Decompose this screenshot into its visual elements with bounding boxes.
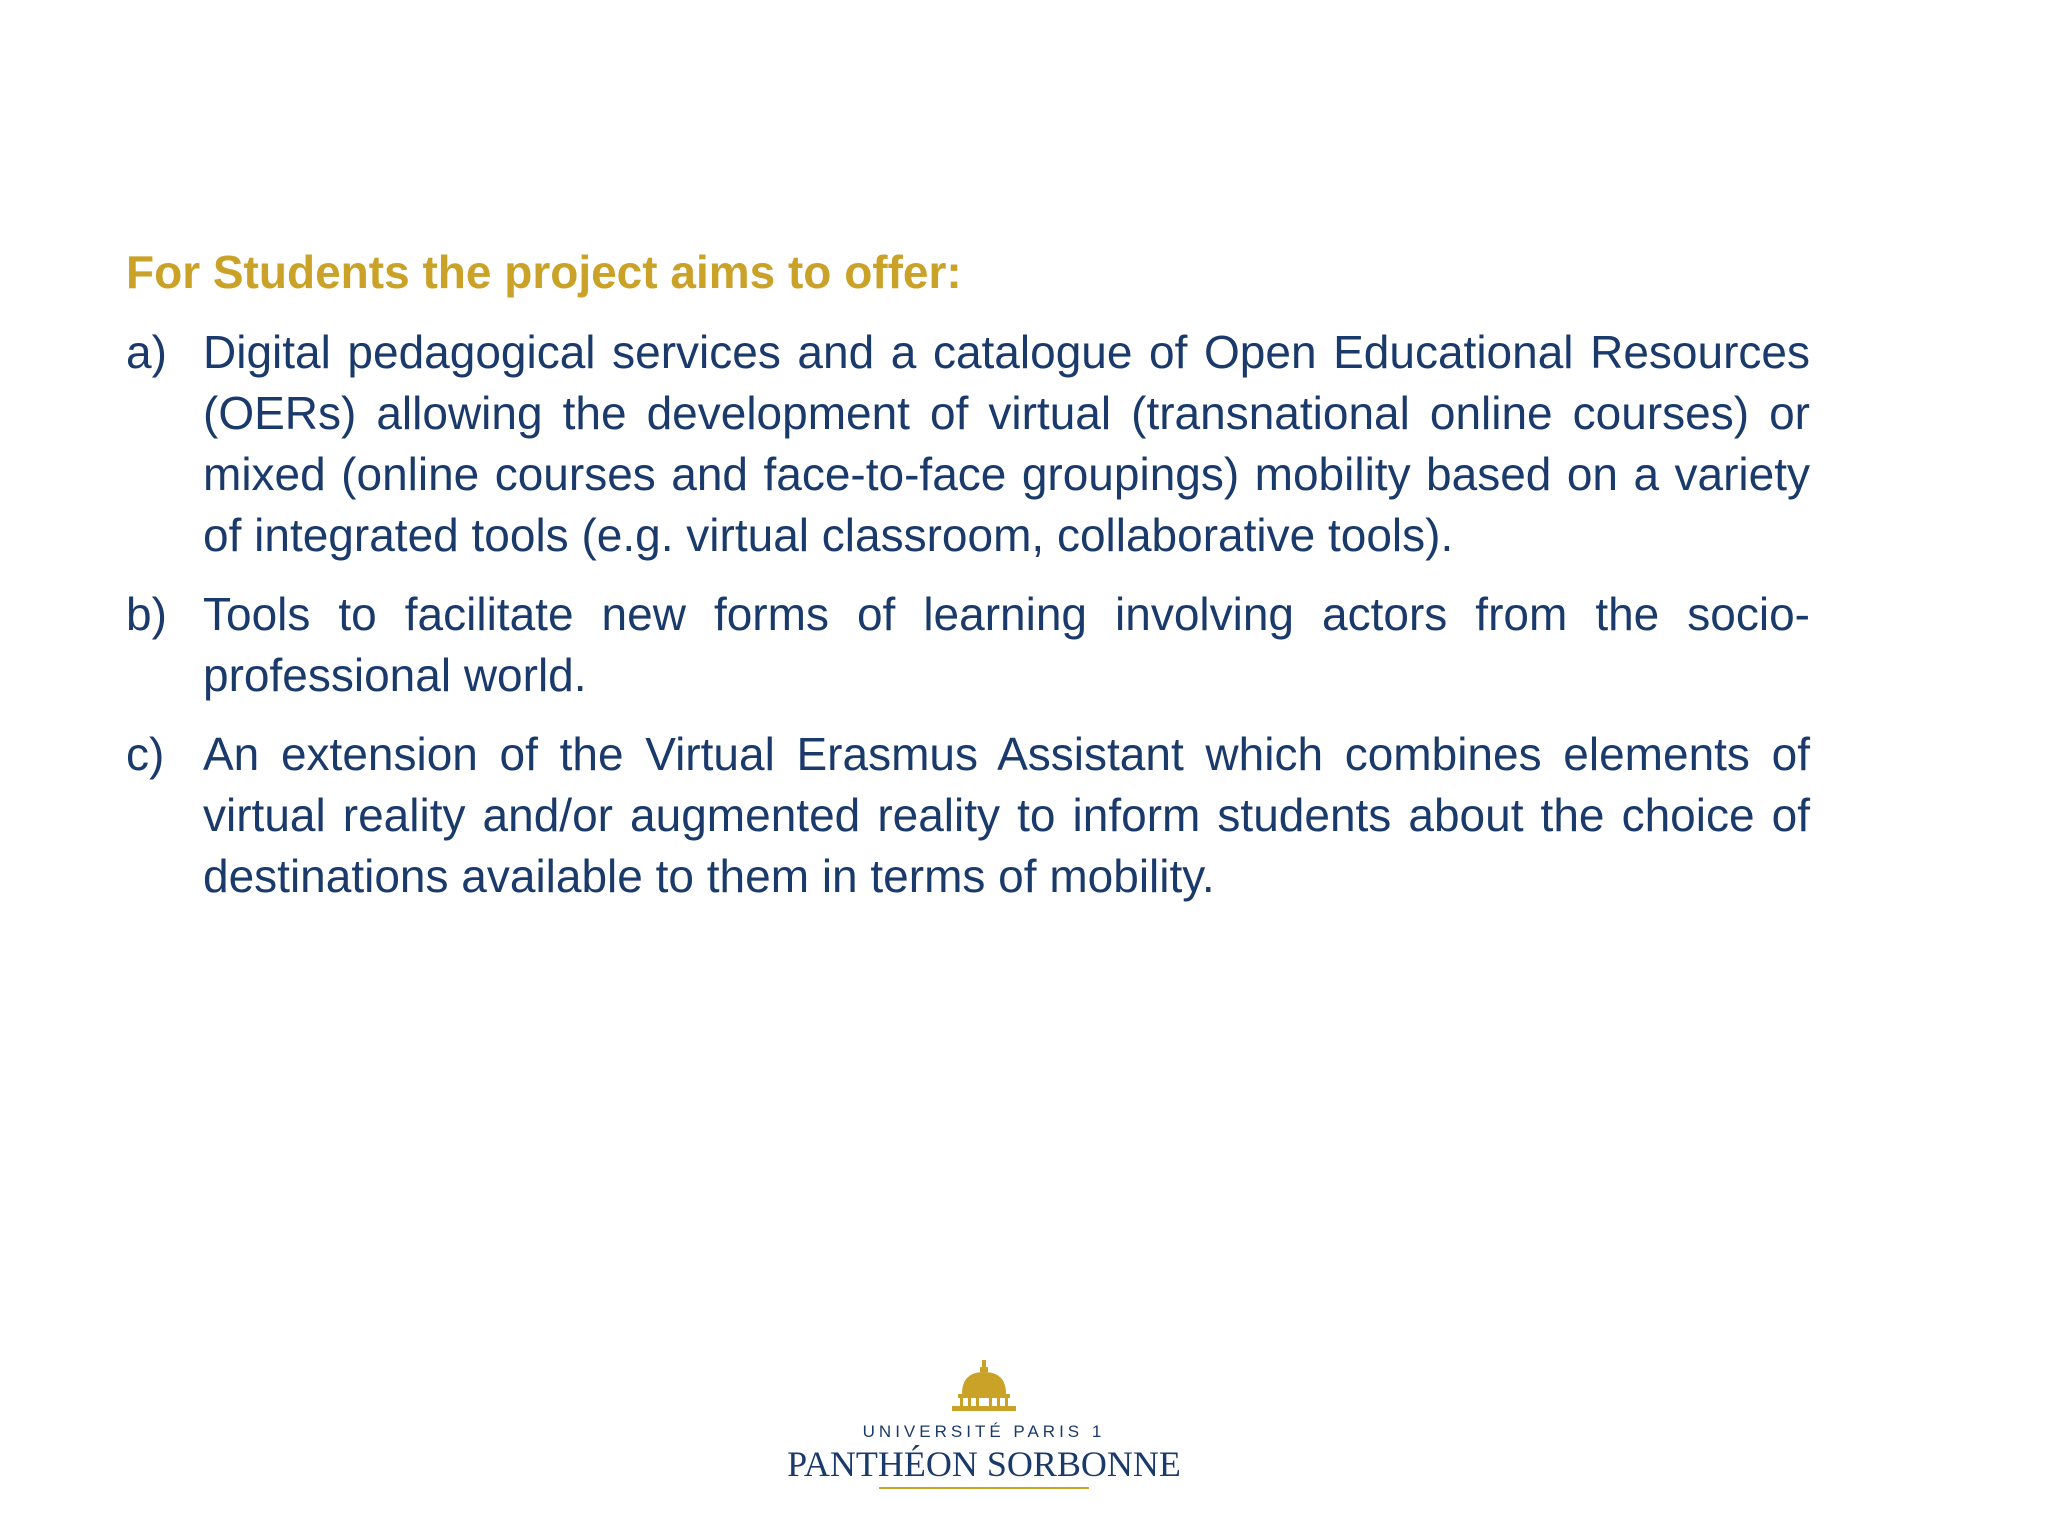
- list-marker: b): [126, 588, 167, 640]
- logo-underline: [879, 1487, 1089, 1489]
- slide-heading: For Students the project aims to offer:: [126, 246, 962, 298]
- list-marker: c): [126, 728, 165, 780]
- list-item-text: An extension of the Virtual Erasmus Assistant which combines elements of virtual reality and/or augmented reality to inform students about the choice of destinations available to them in terms of mobility.: [203, 728, 1810, 902]
- offer-list: [126, 322, 1810, 925]
- list-marker: a): [126, 326, 167, 378]
- logo-university-name: UNIVERSITÉ PARIS 1: [862, 1422, 1106, 1441]
- list-item-text: Tools to facilitate new forms of learning involving actors from the socio-professional world.: [203, 588, 1810, 701]
- list-item-c: [126, 724, 1810, 907]
- university-logo: [784, 1360, 1184, 1500]
- list-item-text: Digital pedagogical services and a catalogue of Open Educational Resources (OERs) allowing the development of virtual (transnational online courses) or mixed (online courses and face-to-face groupings) mobility based on a variety of integrated tools (e.g. virtual classroom, collaborative tools).: [203, 326, 1810, 561]
- pantheon-dome-icon: [946, 1360, 1022, 1412]
- list-item-b: [126, 584, 1810, 706]
- logo-pantheon-sorbonne: PANTHÉON SORBONNE: [787, 1444, 1181, 1484]
- list-item-a: [126, 322, 1810, 566]
